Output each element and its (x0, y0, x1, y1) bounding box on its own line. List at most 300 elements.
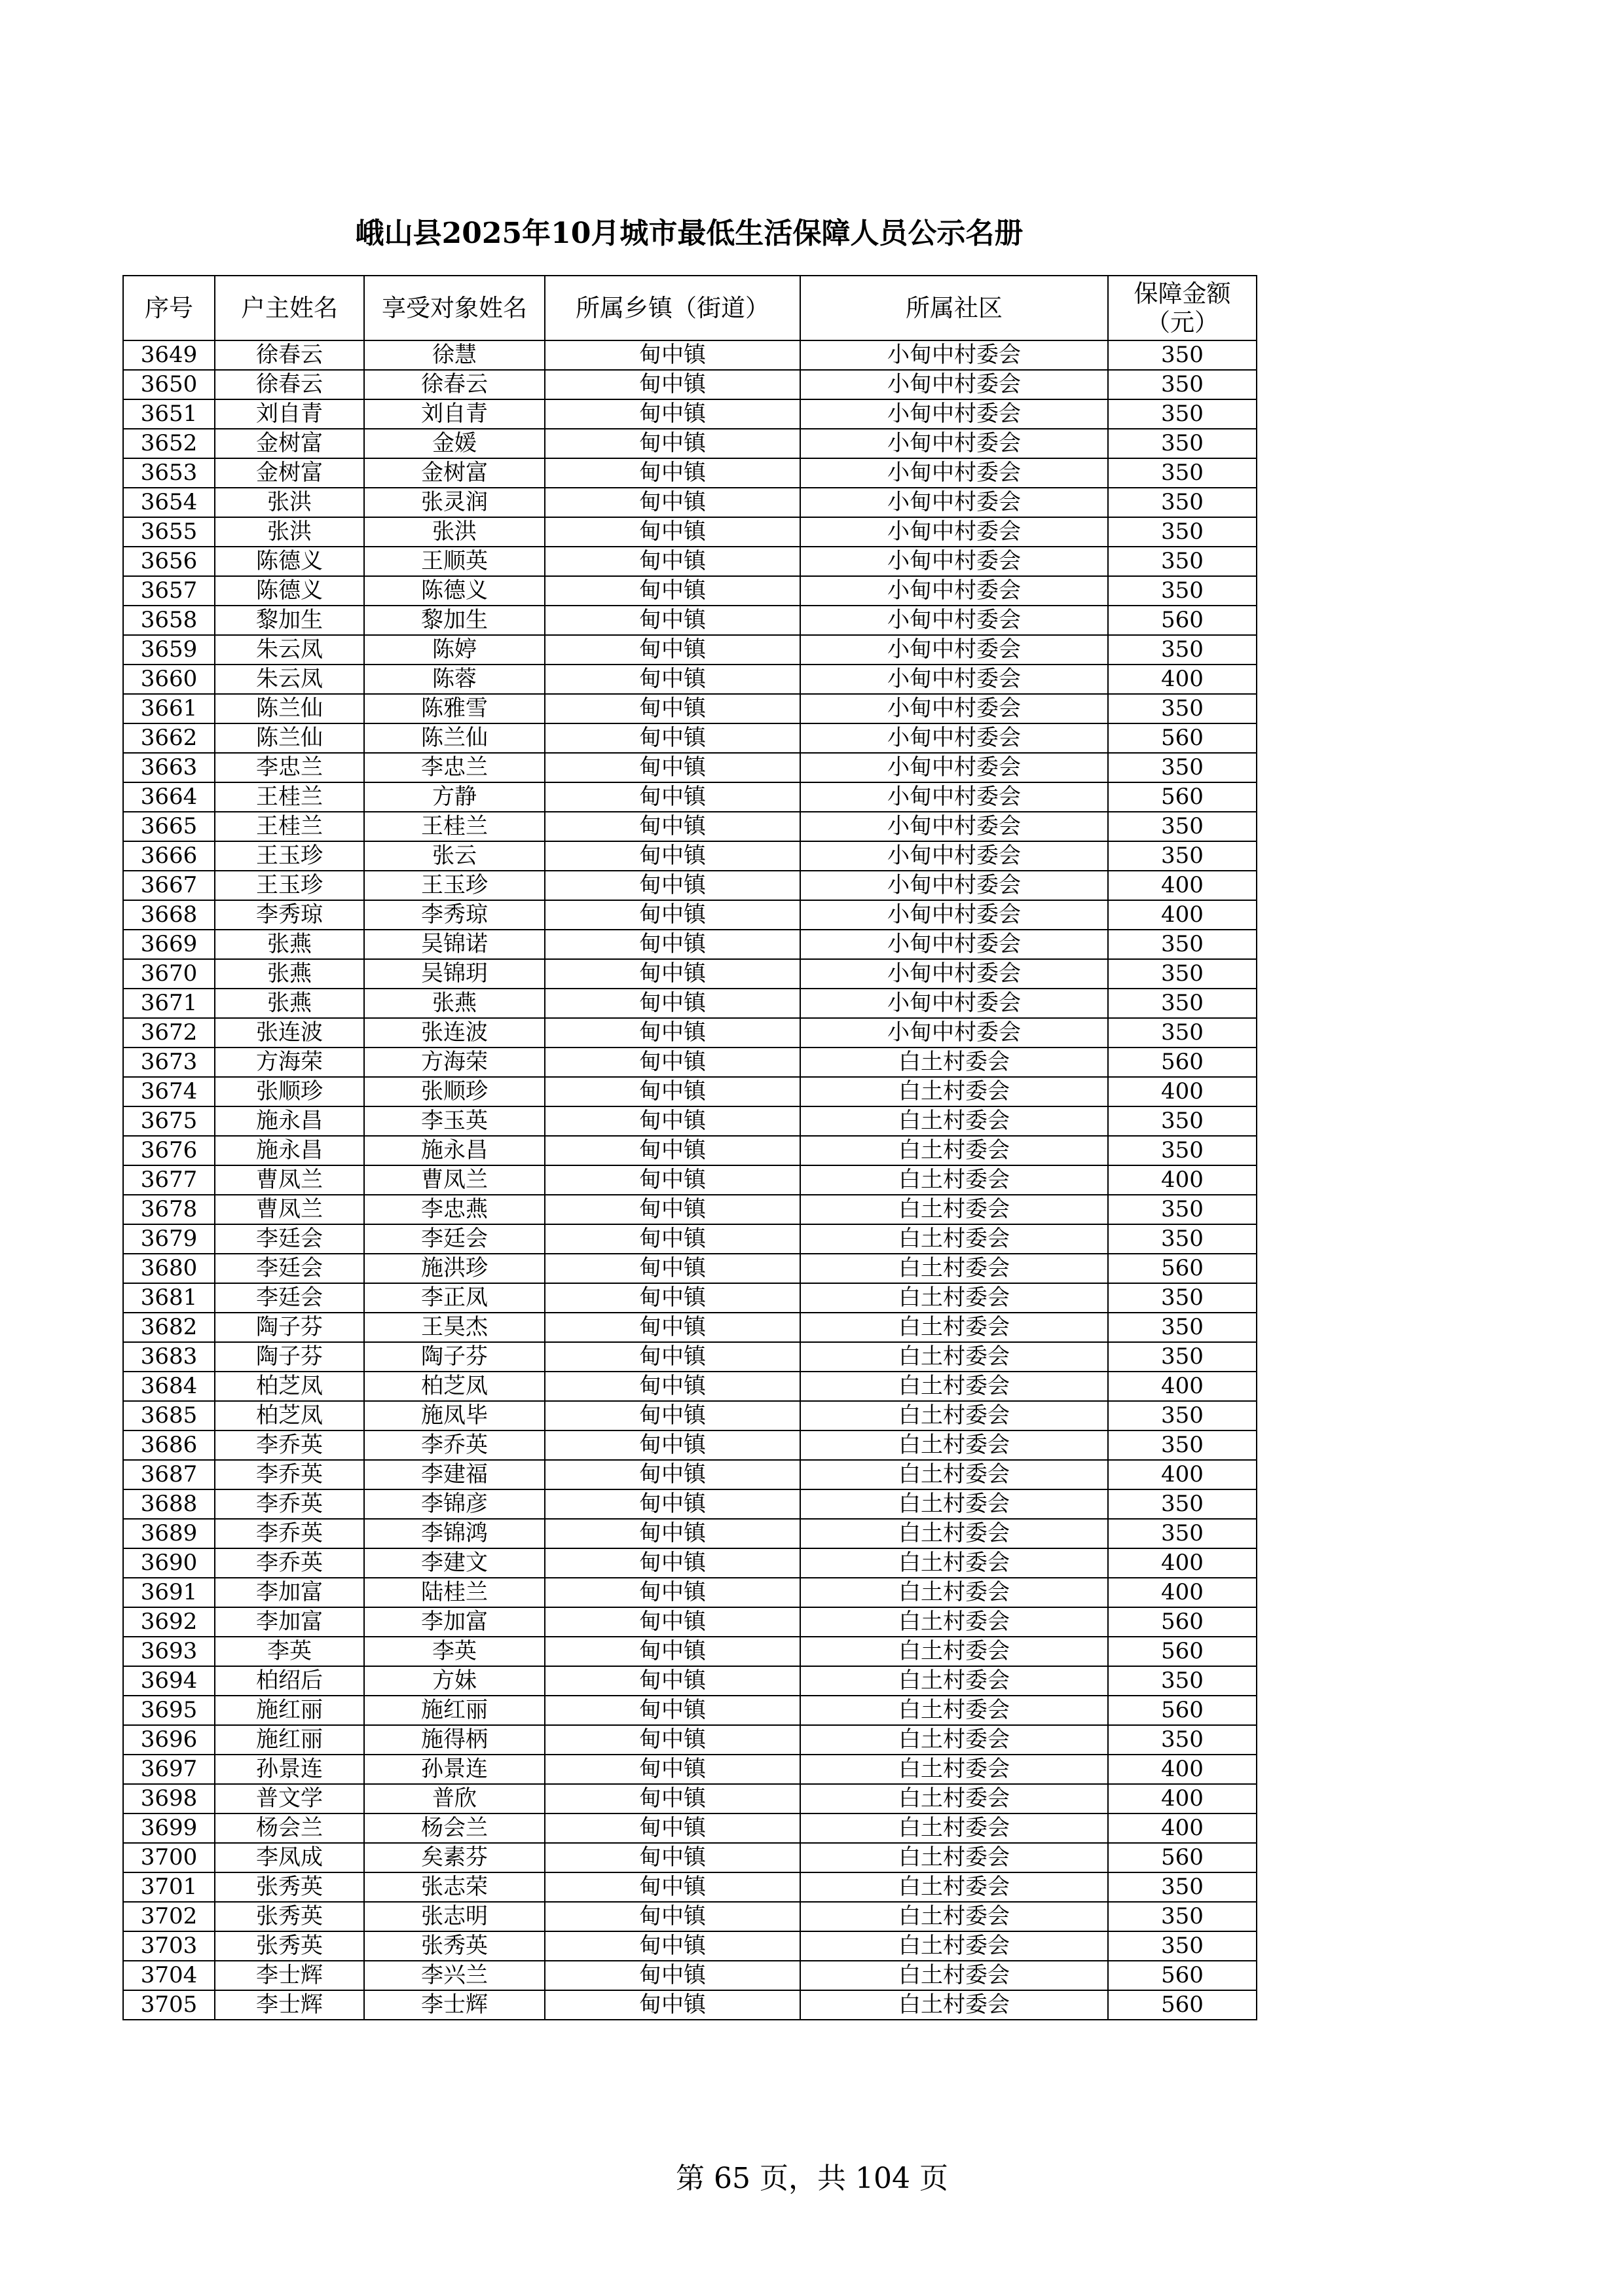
cell-recipient: 李正凤 (364, 1283, 545, 1313)
table-row (123, 1342, 1257, 1372)
cell-household-head: 施永昌 (215, 1136, 364, 1165)
cell-township: 甸中镇 (545, 871, 800, 900)
cell-index: 3655 (123, 517, 215, 547)
cell-recipient: 陈雅雪 (364, 694, 545, 723)
cell-household-head: 李乔英 (215, 1460, 364, 1489)
cell-community: 白土村委会 (800, 1902, 1108, 1931)
cell-index: 3653 (123, 458, 215, 488)
table-row (123, 1254, 1257, 1283)
cell-index: 3678 (123, 1195, 215, 1224)
cell-township: 甸中镇 (545, 1195, 800, 1224)
table-row (123, 900, 1257, 930)
cell-amount: 560 (1108, 1843, 1257, 1872)
col-header-index: 序号 (123, 276, 215, 340)
cell-township: 甸中镇 (545, 1460, 800, 1489)
cell-household-head: 李廷会 (215, 1224, 364, 1254)
table-row (123, 547, 1257, 576)
cell-index: 3690 (123, 1548, 215, 1578)
cell-community: 白土村委会 (800, 1460, 1108, 1489)
cell-township: 甸中镇 (545, 694, 800, 723)
cell-index: 3689 (123, 1519, 215, 1548)
cell-recipient: 刘自青 (364, 399, 545, 429)
cell-community: 白土村委会 (800, 1195, 1108, 1224)
cell-community: 白土村委会 (800, 1077, 1108, 1106)
cell-household-head: 王玉珍 (215, 871, 364, 900)
cell-amount: 350 (1108, 1106, 1257, 1136)
table-row (123, 782, 1257, 812)
cell-index: 3649 (123, 340, 215, 370)
table-row (123, 1548, 1257, 1578)
cell-township: 甸中镇 (545, 1961, 800, 1990)
cell-township: 甸中镇 (545, 1666, 800, 1696)
cell-community: 白土村委会 (800, 1784, 1108, 1813)
table-row (123, 1195, 1257, 1224)
cell-recipient: 李乔英 (364, 1430, 545, 1460)
cell-amount: 350 (1108, 1401, 1257, 1430)
cell-township: 甸中镇 (545, 1755, 800, 1784)
cell-household-head: 方海荣 (215, 1048, 364, 1077)
table-row (123, 841, 1257, 871)
page-title: 峨山县2025年10月城市最低生活保障人员公示名册 (355, 217, 1024, 250)
cell-amount: 400 (1108, 1755, 1257, 1784)
cell-household-head: 李加富 (215, 1578, 364, 1607)
cell-amount: 350 (1108, 1283, 1257, 1313)
cell-community: 小甸中村委会 (800, 959, 1108, 989)
cell-index: 3701 (123, 1872, 215, 1902)
cell-township: 甸中镇 (545, 1106, 800, 1136)
cell-amount: 400 (1108, 1784, 1257, 1813)
cell-amount: 350 (1108, 635, 1257, 665)
cell-household-head: 张洪 (215, 517, 364, 547)
cell-amount: 350 (1108, 841, 1257, 871)
cell-community: 白土村委会 (800, 1430, 1108, 1460)
table-row (123, 1961, 1257, 1990)
cell-amount: 350 (1108, 1902, 1257, 1931)
roster-table (122, 275, 1257, 2020)
cell-amount: 400 (1108, 1077, 1257, 1106)
cell-household-head: 普文学 (215, 1784, 364, 1813)
cell-township: 甸中镇 (545, 1548, 800, 1578)
table-row (123, 1106, 1257, 1136)
table-row (123, 1696, 1257, 1725)
cell-recipient: 施得柄 (364, 1725, 545, 1755)
cell-township: 甸中镇 (545, 547, 800, 576)
cell-community: 小甸中村委会 (800, 606, 1108, 635)
cell-recipient: 矣素芬 (364, 1843, 545, 1872)
cell-township: 甸中镇 (545, 900, 800, 930)
cell-township: 甸中镇 (545, 989, 800, 1018)
cell-community: 白土村委会 (800, 1637, 1108, 1666)
cell-community: 白土村委会 (800, 1254, 1108, 1283)
cell-index: 3684 (123, 1372, 215, 1401)
cell-township: 甸中镇 (545, 1931, 800, 1961)
cell-community: 白土村委会 (800, 1725, 1108, 1755)
cell-community: 小甸中村委会 (800, 694, 1108, 723)
cell-amount: 400 (1108, 871, 1257, 900)
cell-amount: 350 (1108, 429, 1257, 458)
cell-community: 小甸中村委会 (800, 547, 1108, 576)
cell-index: 3683 (123, 1342, 215, 1372)
cell-township: 甸中镇 (545, 517, 800, 547)
cell-recipient: 陈蓉 (364, 665, 545, 694)
table-row (123, 370, 1257, 399)
cell-household-head: 李士辉 (215, 1961, 364, 1990)
cell-index: 3667 (123, 871, 215, 900)
cell-household-head: 陈兰仙 (215, 694, 364, 723)
table-row (123, 399, 1257, 429)
cell-community: 白土村委会 (800, 1961, 1108, 1990)
cell-recipient: 施凤毕 (364, 1401, 545, 1430)
table-row (123, 1224, 1257, 1254)
table-row (123, 1637, 1257, 1666)
table-row (123, 1666, 1257, 1696)
cell-community: 小甸中村委会 (800, 900, 1108, 930)
table-row (123, 1578, 1257, 1607)
cell-amount: 350 (1108, 370, 1257, 399)
cell-township: 甸中镇 (545, 1784, 800, 1813)
cell-index: 3698 (123, 1784, 215, 1813)
cell-index: 3650 (123, 370, 215, 399)
cell-township: 甸中镇 (545, 1843, 800, 1872)
cell-recipient: 方静 (364, 782, 545, 812)
cell-township: 甸中镇 (545, 1048, 800, 1077)
cell-index: 3665 (123, 812, 215, 841)
cell-household-head: 曹凤兰 (215, 1195, 364, 1224)
cell-recipient: 李玉英 (364, 1106, 545, 1136)
cell-community: 小甸中村委会 (800, 841, 1108, 871)
cell-community: 白土村委会 (800, 1578, 1108, 1607)
cell-recipient: 李士辉 (364, 1990, 545, 2020)
cell-amount: 350 (1108, 1725, 1257, 1755)
cell-community: 白土村委会 (800, 1372, 1108, 1401)
cell-township: 甸中镇 (545, 399, 800, 429)
cell-community: 白土村委会 (800, 1548, 1108, 1578)
cell-community: 白土村委会 (800, 1755, 1108, 1784)
cell-community: 小甸中村委会 (800, 782, 1108, 812)
cell-recipient: 施洪珍 (364, 1254, 545, 1283)
cell-household-head: 陈德义 (215, 547, 364, 576)
table-row (123, 340, 1257, 370)
col-header-household-head: 户主姓名 (215, 276, 364, 340)
table-row (123, 1872, 1257, 1902)
table-row (123, 1313, 1257, 1342)
cell-household-head: 张燕 (215, 959, 364, 989)
cell-community: 白土村委会 (800, 1931, 1108, 1961)
cell-household-head: 柏芝凤 (215, 1372, 364, 1401)
table-row (123, 1460, 1257, 1489)
cell-community: 白土村委会 (800, 1607, 1108, 1637)
cell-amount: 350 (1108, 1018, 1257, 1048)
cell-recipient: 吴锦玥 (364, 959, 545, 989)
cell-recipient: 杨会兰 (364, 1813, 545, 1843)
cell-index: 3672 (123, 1018, 215, 1048)
cell-township: 甸中镇 (545, 429, 800, 458)
cell-amount: 400 (1108, 1548, 1257, 1578)
cell-household-head: 柏绍后 (215, 1666, 364, 1696)
cell-community: 白土村委会 (800, 1313, 1108, 1342)
cell-household-head: 李士辉 (215, 1990, 364, 2020)
cell-township: 甸中镇 (545, 1990, 800, 2020)
cell-recipient: 李兴兰 (364, 1961, 545, 1990)
cell-index: 3668 (123, 900, 215, 930)
table-body (123, 340, 1257, 2020)
cell-township: 甸中镇 (545, 606, 800, 635)
cell-recipient: 徐春云 (364, 370, 545, 399)
cell-index: 3656 (123, 547, 215, 576)
cell-recipient: 孙景连 (364, 1755, 545, 1784)
cell-community: 小甸中村委会 (800, 399, 1108, 429)
cell-amount: 560 (1108, 1048, 1257, 1077)
cell-index: 3682 (123, 1313, 215, 1342)
cell-community: 白土村委会 (800, 1519, 1108, 1548)
cell-amount: 350 (1108, 694, 1257, 723)
cell-township: 甸中镇 (545, 1342, 800, 1372)
cell-household-head: 张燕 (215, 989, 364, 1018)
cell-amount: 350 (1108, 959, 1257, 989)
cell-amount: 560 (1108, 1637, 1257, 1666)
table-row (123, 930, 1257, 959)
cell-household-head: 李廷会 (215, 1254, 364, 1283)
cell-recipient: 陶子芬 (364, 1342, 545, 1372)
cell-amount: 560 (1108, 723, 1257, 753)
table-row (123, 665, 1257, 694)
cell-community: 小甸中村委会 (800, 665, 1108, 694)
cell-index: 3702 (123, 1902, 215, 1931)
cell-amount: 350 (1108, 1489, 1257, 1519)
table-row (123, 1489, 1257, 1519)
cell-recipient: 李建福 (364, 1460, 545, 1489)
table-row (123, 458, 1257, 488)
cell-community: 小甸中村委会 (800, 723, 1108, 753)
cell-household-head: 张燕 (215, 930, 364, 959)
cell-household-head: 李乔英 (215, 1548, 364, 1578)
cell-amount: 560 (1108, 1254, 1257, 1283)
cell-index: 3680 (123, 1254, 215, 1283)
cell-community: 小甸中村委会 (800, 812, 1108, 841)
cell-recipient: 李忠兰 (364, 753, 545, 782)
cell-recipient: 张顺珍 (364, 1077, 545, 1106)
cell-index: 3694 (123, 1666, 215, 1696)
cell-index: 3703 (123, 1931, 215, 1961)
cell-household-head: 曹凤兰 (215, 1165, 364, 1195)
cell-township: 甸中镇 (545, 959, 800, 989)
cell-amount: 350 (1108, 340, 1257, 370)
cell-household-head: 王玉珍 (215, 841, 364, 871)
cell-recipient: 张洪 (364, 517, 545, 547)
cell-amount: 350 (1108, 1342, 1257, 1372)
cell-household-head: 张连波 (215, 1018, 364, 1048)
cell-amount: 350 (1108, 1931, 1257, 1961)
cell-index: 3660 (123, 665, 215, 694)
cell-township: 甸中镇 (545, 1725, 800, 1755)
cell-community: 白土村委会 (800, 1401, 1108, 1430)
cell-amount: 400 (1108, 1578, 1257, 1607)
cell-household-head: 李凤成 (215, 1843, 364, 1872)
table-row (123, 1519, 1257, 1548)
cell-community: 白土村委会 (800, 1283, 1108, 1313)
cell-recipient: 普欣 (364, 1784, 545, 1813)
cell-recipient: 方海荣 (364, 1048, 545, 1077)
cell-township: 甸中镇 (545, 1077, 800, 1106)
cell-township: 甸中镇 (545, 1578, 800, 1607)
table-row (123, 1931, 1257, 1961)
cell-community: 白土村委会 (800, 1872, 1108, 1902)
cell-recipient: 张秀英 (364, 1931, 545, 1961)
cell-index: 3685 (123, 1401, 215, 1430)
cell-household-head: 李秀琼 (215, 900, 364, 930)
table-row (123, 1755, 1257, 1784)
cell-community: 小甸中村委会 (800, 429, 1108, 458)
cell-recipient: 张云 (364, 841, 545, 871)
cell-amount: 400 (1108, 665, 1257, 694)
cell-community: 白土村委会 (800, 1224, 1108, 1254)
cell-index: 3675 (123, 1106, 215, 1136)
cell-index: 3662 (123, 723, 215, 753)
cell-index: 3695 (123, 1696, 215, 1725)
cell-household-head: 施永昌 (215, 1106, 364, 1136)
cell-amount: 350 (1108, 1872, 1257, 1902)
col-header-community: 所属社区 (800, 276, 1108, 340)
cell-index: 3696 (123, 1725, 215, 1755)
table-row (123, 1843, 1257, 1872)
table-row (123, 871, 1257, 900)
cell-index: 3651 (123, 399, 215, 429)
cell-recipient: 张志明 (364, 1902, 545, 1931)
cell-household-head: 金树富 (215, 429, 364, 458)
cell-township: 甸中镇 (545, 841, 800, 871)
cell-household-head: 朱云凤 (215, 635, 364, 665)
cell-index: 3654 (123, 488, 215, 517)
cell-household-head: 李加富 (215, 1607, 364, 1637)
cell-township: 甸中镇 (545, 753, 800, 782)
page-footer: 第 65 页，共 104 页 (676, 2162, 948, 2195)
cell-index: 3704 (123, 1961, 215, 1990)
cell-township: 甸中镇 (545, 782, 800, 812)
cell-index: 3692 (123, 1607, 215, 1637)
cell-amount: 400 (1108, 1372, 1257, 1401)
cell-community: 白土村委会 (800, 1489, 1108, 1519)
cell-index: 3700 (123, 1843, 215, 1872)
cell-household-head: 黎加生 (215, 606, 364, 635)
cell-recipient: 陈兰仙 (364, 723, 545, 753)
cell-township: 甸中镇 (545, 665, 800, 694)
cell-amount: 560 (1108, 1696, 1257, 1725)
cell-community: 小甸中村委会 (800, 488, 1108, 517)
cell-index: 3669 (123, 930, 215, 959)
table-row (123, 606, 1257, 635)
cell-township: 甸中镇 (545, 1136, 800, 1165)
cell-index: 3673 (123, 1048, 215, 1077)
cell-amount: 350 (1108, 576, 1257, 606)
table-row (123, 694, 1257, 723)
cell-community: 小甸中村委会 (800, 517, 1108, 547)
cell-recipient: 陆桂兰 (364, 1578, 545, 1607)
cell-community: 小甸中村委会 (800, 753, 1108, 782)
cell-household-head: 施红丽 (215, 1696, 364, 1725)
cell-household-head: 李乔英 (215, 1519, 364, 1548)
cell-recipient: 李秀琼 (364, 900, 545, 930)
cell-amount: 350 (1108, 1313, 1257, 1342)
cell-household-head: 张秀英 (215, 1902, 364, 1931)
cell-amount: 350 (1108, 1519, 1257, 1548)
cell-amount: 350 (1108, 547, 1257, 576)
cell-recipient: 金媛 (364, 429, 545, 458)
table-row (123, 1990, 1257, 2020)
cell-amount: 560 (1108, 606, 1257, 635)
cell-amount: 350 (1108, 517, 1257, 547)
cell-township: 甸中镇 (545, 1283, 800, 1313)
cell-amount: 350 (1108, 1430, 1257, 1460)
cell-household-head: 陶子芬 (215, 1313, 364, 1342)
table-row (123, 753, 1257, 782)
cell-community: 白土村委会 (800, 1136, 1108, 1165)
table-row (123, 576, 1257, 606)
cell-index: 3666 (123, 841, 215, 871)
cell-township: 甸中镇 (545, 930, 800, 959)
cell-recipient: 李加富 (364, 1607, 545, 1637)
cell-household-head: 刘自青 (215, 399, 364, 429)
cell-index: 3688 (123, 1489, 215, 1519)
cell-household-head: 李廷会 (215, 1283, 364, 1313)
cell-index: 3705 (123, 1990, 215, 2020)
cell-recipient: 王玉珍 (364, 871, 545, 900)
col-header-township: 所属乡镇（街道） (545, 276, 800, 340)
cell-amount: 400 (1108, 1165, 1257, 1195)
cell-index: 3693 (123, 1637, 215, 1666)
cell-township: 甸中镇 (545, 1165, 800, 1195)
table-row (123, 488, 1257, 517)
cell-township: 甸中镇 (545, 1254, 800, 1283)
table-row (123, 1283, 1257, 1313)
cell-community: 白土村委会 (800, 1342, 1108, 1372)
cell-amount: 560 (1108, 1990, 1257, 2020)
cell-index: 3657 (123, 576, 215, 606)
cell-township: 甸中镇 (545, 635, 800, 665)
cell-recipient: 王昊杰 (364, 1313, 545, 1342)
cell-household-head: 李忠兰 (215, 753, 364, 782)
cell-household-head: 柏芝凤 (215, 1401, 364, 1430)
cell-household-head: 徐春云 (215, 340, 364, 370)
cell-community: 小甸中村委会 (800, 576, 1108, 606)
col-header-amount: 保障金额（元） (1108, 276, 1257, 340)
cell-community: 小甸中村委会 (800, 340, 1108, 370)
cell-township: 甸中镇 (545, 1372, 800, 1401)
cell-recipient: 金树富 (364, 458, 545, 488)
cell-community: 白土村委会 (800, 1843, 1108, 1872)
table-row (123, 1372, 1257, 1401)
cell-recipient: 王顺英 (364, 547, 545, 576)
cell-household-head: 李乔英 (215, 1489, 364, 1519)
cell-community: 小甸中村委会 (800, 989, 1108, 1018)
cell-recipient: 李建文 (364, 1548, 545, 1578)
cell-township: 甸中镇 (545, 1519, 800, 1548)
table-row (123, 635, 1257, 665)
cell-index: 3663 (123, 753, 215, 782)
table-row (123, 1048, 1257, 1077)
cell-recipient: 李忠燕 (364, 1195, 545, 1224)
cell-community: 白土村委会 (800, 1696, 1108, 1725)
cell-community: 白土村委会 (800, 1106, 1108, 1136)
cell-recipient: 张灵润 (364, 488, 545, 517)
cell-amount: 560 (1108, 782, 1257, 812)
cell-index: 3691 (123, 1578, 215, 1607)
cell-recipient: 李锦彦 (364, 1489, 545, 1519)
cell-recipient: 黎加生 (364, 606, 545, 635)
cell-household-head: 王桂兰 (215, 782, 364, 812)
table-row (123, 429, 1257, 458)
cell-community: 小甸中村委会 (800, 1018, 1108, 1048)
col-header-recipient: 享受对象姓名 (364, 276, 545, 340)
